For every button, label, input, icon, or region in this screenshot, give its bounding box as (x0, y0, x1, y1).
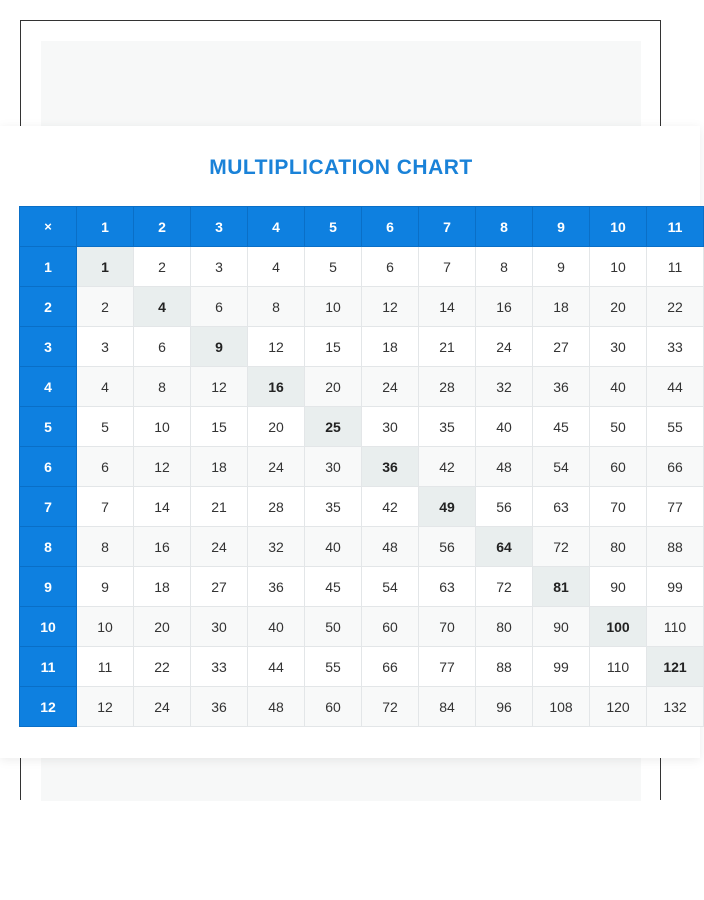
column-header: 10 (590, 207, 647, 247)
product-cell: 36 (248, 567, 305, 607)
product-cell: 22 (647, 287, 704, 327)
product-cell: 18 (533, 287, 590, 327)
product-cell: 66 (647, 447, 704, 487)
column-header: 4 (248, 207, 305, 247)
row-header: 9 (20, 567, 77, 607)
product-cell: 36 (191, 687, 248, 727)
table-row (20, 247, 704, 287)
product-cell: 72 (362, 687, 419, 727)
product-cell: 55 (647, 407, 704, 447)
product-cell: 8 (476, 247, 533, 287)
product-cell: 40 (248, 607, 305, 647)
product-cell: 9 (77, 567, 134, 607)
product-cell: 10 (590, 247, 647, 287)
product-cell: 20 (248, 407, 305, 447)
product-cell: 32 (248, 527, 305, 567)
product-cell: 40 (305, 527, 362, 567)
product-cell: 22 (134, 647, 191, 687)
table-row (20, 407, 704, 447)
product-cell: 99 (647, 567, 704, 607)
row-header: 1 (20, 247, 77, 287)
square-cell: 16 (248, 367, 305, 407)
product-cell: 77 (647, 487, 704, 527)
product-cell: 70 (590, 487, 647, 527)
table-row (20, 327, 704, 367)
product-cell: 24 (476, 327, 533, 367)
product-cell: 2 (77, 287, 134, 327)
product-cell: 8 (248, 287, 305, 327)
square-cell: 121 (647, 647, 704, 687)
product-cell: 18 (191, 447, 248, 487)
product-cell: 18 (134, 567, 191, 607)
product-cell: 4 (248, 247, 305, 287)
product-cell: 8 (77, 527, 134, 567)
product-cell: 14 (134, 487, 191, 527)
row-header: 10 (20, 607, 77, 647)
product-cell: 44 (647, 367, 704, 407)
product-cell: 84 (419, 687, 476, 727)
product-cell: 12 (248, 327, 305, 367)
product-cell: 90 (533, 607, 590, 647)
corner-cell: × (20, 207, 77, 247)
product-cell: 56 (419, 527, 476, 567)
table-row (20, 367, 704, 407)
row-header: 6 (20, 447, 77, 487)
product-cell: 15 (305, 327, 362, 367)
product-cell: 110 (590, 647, 647, 687)
product-cell: 99 (533, 647, 590, 687)
row-header: 4 (20, 367, 77, 407)
product-cell: 8 (134, 367, 191, 407)
product-cell: 90 (590, 567, 647, 607)
product-cell: 30 (191, 607, 248, 647)
product-cell: 10 (77, 607, 134, 647)
row-header: 3 (20, 327, 77, 367)
product-cell: 44 (248, 647, 305, 687)
product-cell: 6 (362, 247, 419, 287)
chart-card (0, 126, 700, 758)
product-cell: 2 (134, 247, 191, 287)
product-cell: 132 (647, 687, 704, 727)
product-cell: 24 (362, 367, 419, 407)
product-cell: 55 (305, 647, 362, 687)
product-cell: 56 (476, 487, 533, 527)
table-row (20, 607, 704, 647)
product-cell: 72 (533, 527, 590, 567)
product-cell: 110 (647, 607, 704, 647)
product-cell: 4 (77, 367, 134, 407)
square-cell: 64 (476, 527, 533, 567)
table-row (20, 487, 704, 527)
product-cell: 20 (590, 287, 647, 327)
product-cell: 24 (134, 687, 191, 727)
product-cell: 15 (191, 407, 248, 447)
product-cell: 42 (419, 447, 476, 487)
column-header: 2 (134, 207, 191, 247)
product-cell: 3 (191, 247, 248, 287)
product-cell: 10 (134, 407, 191, 447)
square-cell: 100 (590, 607, 647, 647)
product-cell: 28 (419, 367, 476, 407)
column-header: 8 (476, 207, 533, 247)
product-cell: 5 (77, 407, 134, 447)
product-cell: 7 (419, 247, 476, 287)
product-cell: 36 (533, 367, 590, 407)
square-cell: 1 (77, 247, 134, 287)
product-cell: 32 (476, 367, 533, 407)
product-cell: 6 (77, 447, 134, 487)
product-cell: 48 (248, 687, 305, 727)
column-header: 5 (305, 207, 362, 247)
product-cell: 20 (305, 367, 362, 407)
row-header: 7 (20, 487, 77, 527)
product-cell: 16 (134, 527, 191, 567)
row-header: 5 (20, 407, 77, 447)
product-cell: 10 (305, 287, 362, 327)
product-cell: 11 (77, 647, 134, 687)
row-header: 2 (20, 287, 77, 327)
product-cell: 48 (476, 447, 533, 487)
product-cell: 14 (419, 287, 476, 327)
product-cell: 6 (134, 327, 191, 367)
column-header: 1 (77, 207, 134, 247)
product-cell: 5 (305, 247, 362, 287)
table-row (20, 447, 704, 487)
product-cell: 33 (191, 647, 248, 687)
product-cell: 12 (191, 367, 248, 407)
product-cell: 48 (362, 527, 419, 567)
row-header: 8 (20, 527, 77, 567)
product-cell: 21 (419, 327, 476, 367)
product-cell: 50 (305, 607, 362, 647)
product-cell: 96 (476, 687, 533, 727)
product-cell: 24 (248, 447, 305, 487)
product-cell: 7 (77, 487, 134, 527)
product-cell: 27 (533, 327, 590, 367)
column-header: 3 (191, 207, 248, 247)
square-cell: 9 (191, 327, 248, 367)
table-viewport (19, 206, 687, 726)
product-cell: 70 (419, 607, 476, 647)
product-cell: 12 (77, 687, 134, 727)
product-cell: 27 (191, 567, 248, 607)
product-cell: 21 (191, 487, 248, 527)
product-cell: 63 (419, 567, 476, 607)
product-cell: 80 (476, 607, 533, 647)
product-cell: 88 (476, 647, 533, 687)
row-header: 12 (20, 687, 77, 727)
table-row (20, 687, 704, 727)
row-header: 11 (20, 647, 77, 687)
product-cell: 42 (362, 487, 419, 527)
product-cell: 16 (476, 287, 533, 327)
product-cell: 45 (305, 567, 362, 607)
square-cell: 4 (134, 287, 191, 327)
column-header: 6 (362, 207, 419, 247)
product-cell: 33 (647, 327, 704, 367)
table-row (20, 647, 704, 687)
product-cell: 35 (419, 407, 476, 447)
header-row (20, 207, 704, 247)
product-cell: 60 (305, 687, 362, 727)
product-cell: 80 (590, 527, 647, 567)
product-cell: 3 (77, 327, 134, 367)
product-cell: 30 (305, 447, 362, 487)
product-cell: 30 (362, 407, 419, 447)
table-row (20, 287, 704, 327)
product-cell: 35 (305, 487, 362, 527)
product-cell: 11 (647, 247, 704, 287)
product-cell: 72 (476, 567, 533, 607)
product-cell: 54 (533, 447, 590, 487)
product-cell: 66 (362, 647, 419, 687)
product-cell: 108 (533, 687, 590, 727)
column-header: 11 (647, 207, 704, 247)
square-cell: 25 (305, 407, 362, 447)
product-cell: 28 (248, 487, 305, 527)
product-cell: 12 (134, 447, 191, 487)
product-cell: 54 (362, 567, 419, 607)
product-cell: 18 (362, 327, 419, 367)
table-row (20, 527, 704, 567)
product-cell: 24 (191, 527, 248, 567)
product-cell: 6 (191, 287, 248, 327)
square-cell: 81 (533, 567, 590, 607)
product-cell: 63 (533, 487, 590, 527)
product-cell: 60 (590, 447, 647, 487)
product-cell: 60 (362, 607, 419, 647)
column-header: 7 (419, 207, 476, 247)
product-cell: 30 (590, 327, 647, 367)
product-cell: 77 (419, 647, 476, 687)
product-cell: 9 (533, 247, 590, 287)
product-cell: 50 (590, 407, 647, 447)
product-cell: 40 (590, 367, 647, 407)
product-cell: 120 (590, 687, 647, 727)
product-cell: 45 (533, 407, 590, 447)
multiplication-table (19, 206, 704, 727)
chart-title: MULTIPLICATION CHART (209, 156, 473, 179)
column-header: 9 (533, 207, 590, 247)
product-cell: 40 (476, 407, 533, 447)
product-cell: 12 (362, 287, 419, 327)
table-row (20, 567, 704, 607)
product-cell: 20 (134, 607, 191, 647)
product-cell: 88 (647, 527, 704, 567)
square-cell: 36 (362, 447, 419, 487)
square-cell: 49 (419, 487, 476, 527)
